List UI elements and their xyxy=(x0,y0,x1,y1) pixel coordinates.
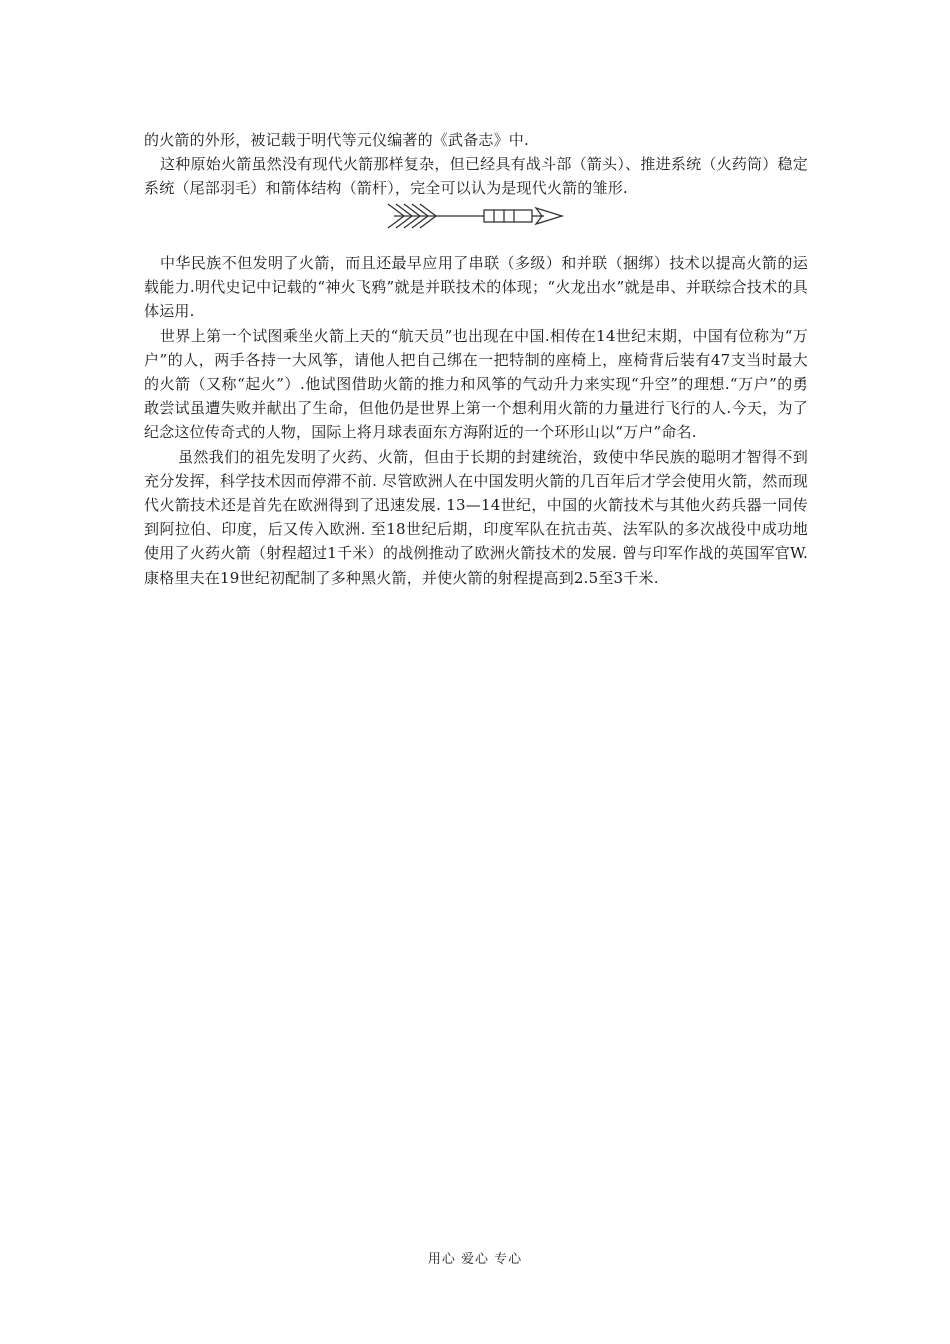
paragraph-4: 世界上第一个试图乘坐火箭上天的“航天员”也出现在中国.相传在14世纪末期，中国有位称为“万户”的人，两手各持一大风筝，请他人把自己绑在一把特制的座椅上，座椅背后装有47支当时最大的火箭（又称“起火”）.他试图借助火箭的推力和风筝的气动升力来实现“升空”的理想.“万户”的勇敢尝试虽遭失败并献出了生命，但他仍是世界上第一个想利用火箭的力量进行飞行的人.今天，为了纪念这位传奇式的人物，国际上将月球表面东方海附近的一个环形山以“万户”命名. xyxy=(144,326,808,442)
text-block-bottom xyxy=(144,251,808,590)
paragraph-5: 虽然我们的祖先发明了火药、火箭，但由于长期的封建统治，致使中华民族的聪明才智得不到充分发挥，科学技术因而停滞不前. 尽管欧洲人在中国发明火箭的几百年后才学会使用火箭，然而现代火箭技术还是首先在欧洲得到了迅速发展. 13—14世纪，中国的火箭技术与其他火药兵器一同传到阿拉伯、印度，后又传入欧洲. 至18世纪后期，印度军队在抗击英、法军队的多次战役中成功地使用了火药火箭（射程超过1千米）的战例推动了欧洲火箭技术的发展. 曾与印军作战的英国军官W. 康格里夫在19世纪初配制了多种黑火箭，并使火箭的射程提高到2.5至3千米. xyxy=(144,447,808,587)
ancient-rocket-arrow-icon xyxy=(386,198,566,234)
paragraph-2: 这种原始火箭虽然没有现代火箭那样复杂，但已经具有战斗部（箭头）、推进系统（火药筒）稳定系统（尾部羽毛）和箭体结构（箭杆），完全可以认为是现代火箭的雏形. xyxy=(144,155,808,198)
text-block-top xyxy=(144,128,808,201)
page-footer: 用心 爱心 专心 xyxy=(427,1252,523,1267)
rocket-arrow-figure xyxy=(386,198,566,234)
paragraph-1: 的火箭的外形，被记载于明代等元仪编著的《武备志》中. xyxy=(144,131,529,149)
paragraph-3: 中华民族不但发明了火箭，而且还最早应用了串联（多级）和并联（捆绑）技术以提高火箭的运载能力.明代史记中记载的“神火飞鸦”就是并联技术的体现；“火龙出水”就是串、并联综合技术的具体运用. xyxy=(144,254,808,321)
